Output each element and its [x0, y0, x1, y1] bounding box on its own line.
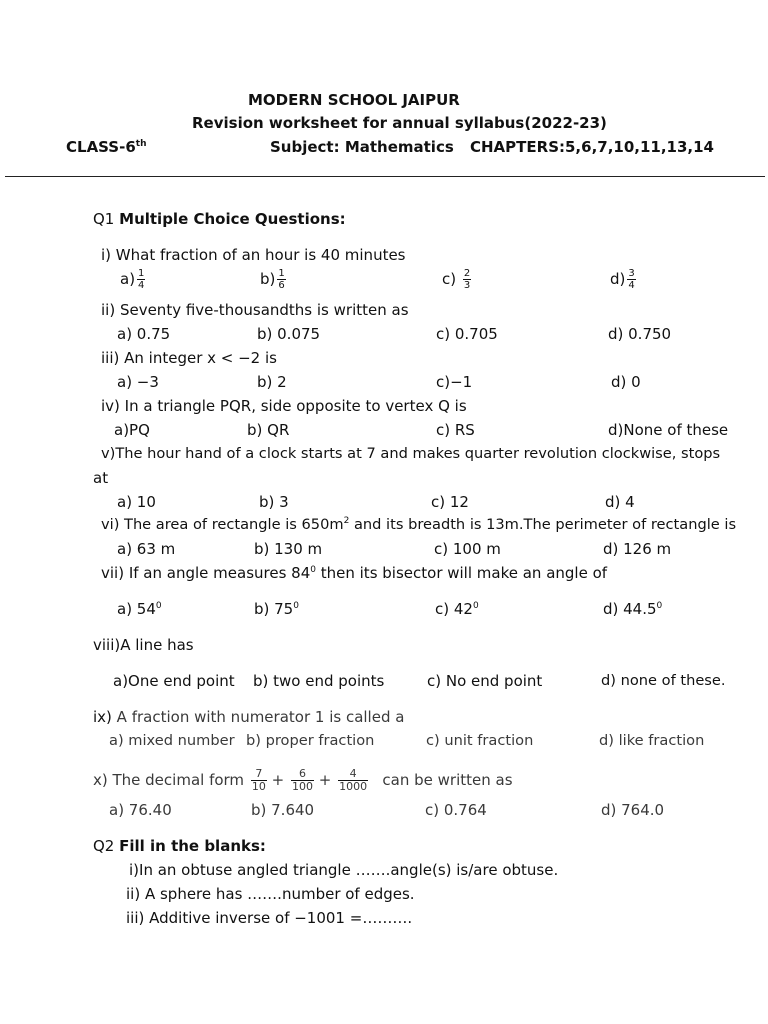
q1-viii-option-b: b) two end points [253, 672, 385, 690]
q1-i-option-d: d) $\frac{3}{4}$ [610, 268, 635, 291]
q1-iii-option-c: c)−1 [436, 373, 473, 391]
q1-iii-option-b: b) 2 [257, 373, 287, 391]
q1-iv-option-c: c) RS [436, 421, 475, 439]
q1-v-option-b: b) 3 [259, 493, 289, 511]
q1-vi-option-b: b) 130 m [254, 540, 323, 558]
q1-vi-question: vi) The area of rectangle is $650m^2$ and its breadth is 13m.The perimeter of rectangle is [101, 516, 737, 533]
q2-item-i: i)In an obtuse angled triangle …….angle(s) is/are obtuse. [129, 861, 559, 879]
q1-vii-option-b: b) $75^0$ [254, 600, 299, 618]
header-divider [5, 176, 765, 177]
q1-iv-option-a: a)PQ [114, 421, 150, 439]
q1-x-option-c: c) 0.764 [425, 801, 487, 819]
q1-ix-question: ix) A fraction with numerator 1 is called a [93, 708, 405, 726]
q1-ii-option-a: a) 0.75 [117, 325, 171, 343]
q1-vii-option-a: a) $54^0$ [117, 600, 162, 618]
q1-ii-question: ii) Seventy five-thousandths is written as [101, 301, 409, 319]
q1-ii-option-d: d) 0.750 [608, 325, 672, 343]
q1-v-question-cont: at [93, 469, 109, 487]
q1-iii-question: iii) An integer x < −2 is [101, 349, 277, 367]
q1-i-option-c: c) $\frac{2}{3}$ [442, 268, 471, 291]
class-label: CLASS-6th [66, 138, 147, 156]
q1-x-question: x) The decimal form $\frac{7}{10}$ + $\frac{6}{100}$ + $\frac{4}{1000}$ can be written as [93, 767, 513, 793]
q1-ix-option-c: c) unit fraction [426, 732, 534, 749]
q1-x-option-d: d) 764.0 [601, 801, 665, 819]
q1-i-question: i) What fraction of an hour is 40 minutes [101, 246, 406, 264]
q1-vii-option-c: c) $42^0$ [435, 600, 479, 618]
q1-v-option-a: a) 10 [117, 493, 156, 511]
q1-i-option-a: a) $\frac{1}{4}$ [120, 268, 145, 291]
q1-v-option-c: c) 12 [431, 493, 469, 511]
q1-vii-question: vii) If an angle measures $84^0$ then its bisector will make an angle of [101, 564, 608, 582]
q1-iii-option-d: d) 0 [611, 373, 641, 391]
q2-item-ii: ii) A sphere has …….number of edges. [126, 885, 415, 903]
q1-iv-option-d: d)None of these [608, 421, 729, 439]
q2-item-iii: iii) Additive inverse of −1001 =………. [126, 909, 413, 927]
q2-heading: Q2 Fill in the blanks: [93, 837, 266, 855]
q1-ix-option-d: d) like fraction [599, 732, 705, 749]
q1-vii-option-d: d) 44.5$^0$ [603, 600, 663, 618]
subject-label: Subject: Mathematics [270, 138, 454, 156]
q1-viii-option-a: a)One end point [113, 672, 235, 690]
q1-iv-question: iv) In a triangle PQR, side opposite to vertex Q is [101, 397, 467, 415]
q1-v-option-d: d) 4 [605, 493, 635, 511]
q1-ix-option-a: a) mixed number [109, 732, 235, 749]
q1-viii-option-d: d) none of these. [601, 672, 726, 689]
school-name: MODERN SCHOOL JAIPUR [248, 91, 460, 109]
q1-ii-option-b: b) 0.075 [257, 325, 321, 343]
q1-vi-option-c: c) 100 m [434, 540, 501, 558]
q1-iii-option-a: a) −3 [117, 373, 159, 391]
q1-vi-option-a: a) 63 m [117, 540, 176, 558]
q1-iv-option-b: b) QR [247, 421, 290, 439]
q1-viii-question: viii)A line has [93, 636, 194, 654]
q1-vi-option-d: d) 126 m [603, 540, 672, 558]
q1-heading: Q1 Multiple Choice Questions: [93, 210, 346, 228]
q1-ii-option-c: c) 0.705 [436, 325, 498, 343]
chapters-label: CHAPTERS:5,6,7,10,11,13,14 [470, 138, 714, 156]
worksheet-subtitle: Revision worksheet for annual syllabus(2022-23) [192, 114, 607, 132]
q1-ix-option-b: b) proper fraction [246, 732, 375, 749]
q1-x-option-a: a) 76.40 [109, 801, 172, 819]
q1-viii-option-c: c) No end point [427, 672, 543, 690]
q1-v-question: v)The hour hand of a clock starts at 7 and makes quarter revolution clockwise, stops [101, 445, 721, 462]
q1-i-option-b: b) $\frac{1}{6}$ [260, 268, 285, 291]
q1-x-option-b: b) 7.640 [251, 801, 315, 819]
